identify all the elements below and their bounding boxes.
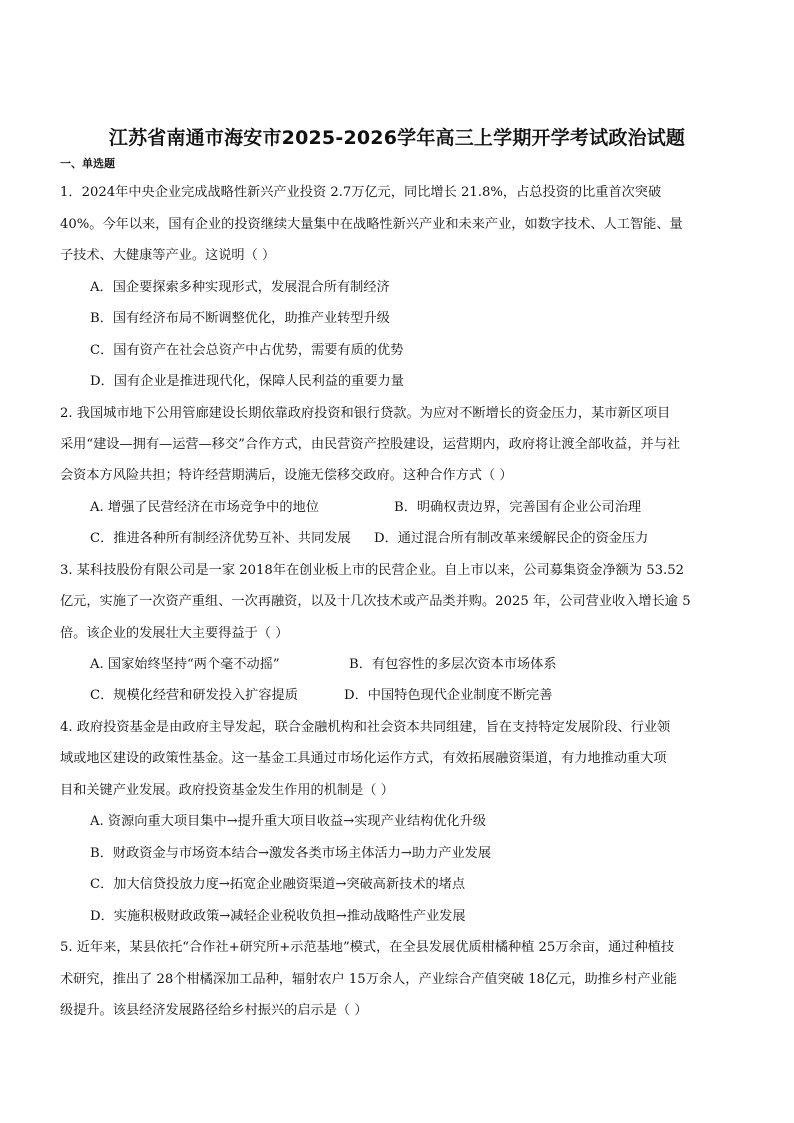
question-5-line-1: 5. 近年来，某县依托“合作社+研究所+示范基地”模式，在全县发展优质柑橘种植 25万余亩，通过种植技 <box>60 940 675 955</box>
question-3-option-c: C．规模化经营和研发投入扩容提质 <box>90 688 298 703</box>
question-4-option-a: A. 资源向重大项目集中→提升重大项目收益→实现产业结构优化升级 <box>90 814 487 829</box>
question-1-line-1: 1．2024年中央企业完成战略性新兴产业投资 2.7万亿元，同比增长 21.8%，占总投资的比重首次突破 <box>60 185 662 200</box>
question-5-line-2: 术研究，推出了 28个柑橘深加工品种，辐射农户 15万余人，产业综合产值突破 18亿元，助推乡村产业能 <box>60 972 677 987</box>
question-3-line-3: 倍。该企业的发展壮大主要得益于（ ） <box>60 626 289 641</box>
question-4-option-b: B．财政资金与市场资本结合→激发各类市场主体活力→助力产业发展 <box>90 846 492 861</box>
question-2-option-d: D．通过混合所有制改革来缓解民企的资金压力 <box>374 531 649 546</box>
question-3-option-d: D．中国特色现代企业制度不断完善 <box>344 688 553 703</box>
question-2-line-1: 2. 我国城市地下公用管廊建设长期依靠政府投资和银行贷款。为应对不断增长的资金压力，某市新区项目 <box>60 406 671 421</box>
question-2-option-c: C．推进各种所有制经济优势互补、共同发展 <box>90 531 351 546</box>
question-2-line-3: 会资本方风险共担；特许经营期满后，设施无偿移交政府。这种合作方式（ ） <box>60 468 513 483</box>
question-1-line-3: 子技术、大健康等产业。这说明（ ） <box>60 248 276 263</box>
question-4-option-c: C．加大信贷投放力度→拓宽企业融资渠道→突破高新技术的堵点 <box>90 877 466 892</box>
question-4-line-2: 域或地区建设的政策性基金。这一基金工具通过市场化运作方式，有效拓展融资渠道，有力地推动重大项 <box>60 751 667 766</box>
question-4-option-d: D．实施积极财政政策→减轻企业税收负担→推动战略性产业发展 <box>90 909 466 924</box>
question-3-option-a: A. 国家始终坚持“两个毫不动摇” <box>90 657 280 672</box>
question-3-option-b: B．有包容性的多层次资本市场体系 <box>349 657 557 672</box>
question-2-option-a: A. 增强了民营经济在市场竞争中的地位 <box>90 500 319 515</box>
question-1-option-d: D．国有企业是推进现代化，保障人民利益的重要力量 <box>90 374 404 389</box>
question-1-line-2: 40%。今年以来，国有企业的投资继续大量集中在战略性新兴产业和未来产业，如数字技术、人工智能、量 <box>60 217 683 232</box>
question-4-line-1: 4. 政府投资基金是由政府主导发起，联合金融机构和社会资本共同组建，旨在支持特定发展阶段、行业领 <box>60 720 671 735</box>
question-1-option-a: A．国企要探索多种实现形式，发展混合所有制经济 <box>90 280 390 295</box>
question-1-option-b: B．国有经济布局不断调整优化，助推产业转型升级 <box>90 311 390 326</box>
page-title: 江苏省南通市海安市2025-2026学年高三上学期开学考试政治试题 <box>108 127 686 149</box>
question-5-line-3: 级提升。该县经济发展路径给乡村振兴的启示是（ ） <box>60 1003 368 1018</box>
question-3-line-1: 3. 某科技股份有限公司是一家 2018年在创业板上市的民营企业。自上市以来，公司募集资金净额为 53.52 <box>60 563 684 578</box>
section-heading: 一、单选题 <box>60 157 115 170</box>
question-4-line-3: 目和关键产业发展。政府投资基金发生作用的机制是（ ） <box>60 783 394 798</box>
question-3-line-2: 亿元，实施了一次资产重组、一次再融资，以及十几次技术或产品类并购。2025 年，公司营业收入增长逾 5 <box>60 594 691 609</box>
question-2-option-b: B．明确权责边界，完善国有企业公司治理 <box>394 500 642 515</box>
question-2-line-2: 采用“建设—拥有—运营—移交”合作方式，由民营资产控股建设，运营期内，政府将让渡全部收益，并与社 <box>60 437 681 452</box>
question-1-option-c: C．国有资产在社会总资产中占优势，需要有质的优势 <box>90 343 404 358</box>
